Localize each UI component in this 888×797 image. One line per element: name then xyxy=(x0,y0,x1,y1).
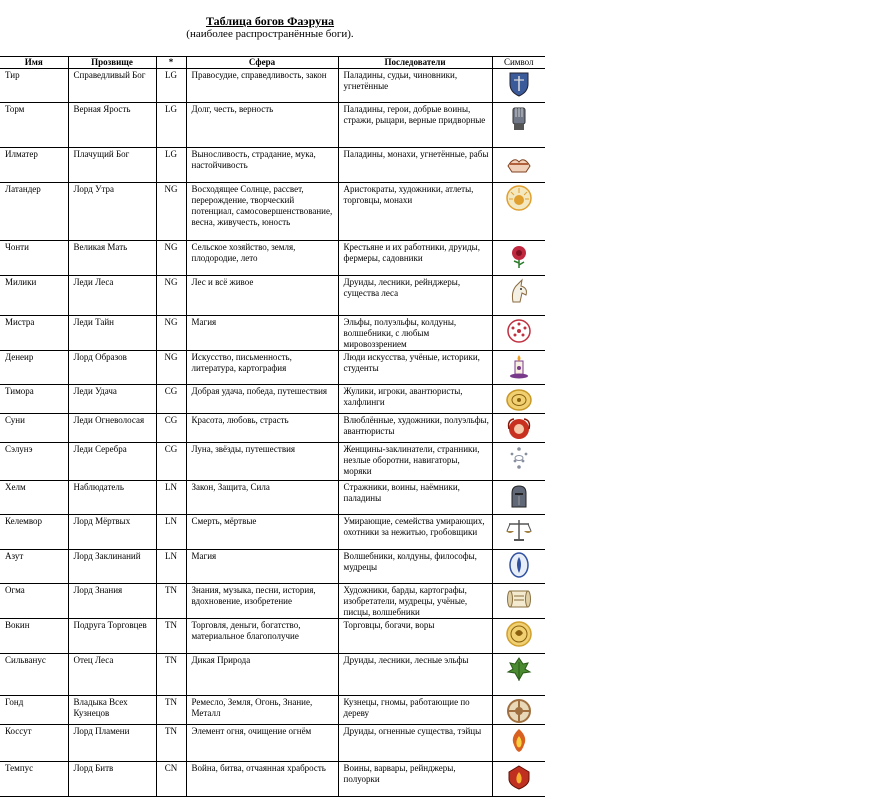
god-epithet-cell: Лорд Битв xyxy=(68,762,156,797)
god-name-cell: Торм xyxy=(0,103,68,148)
table-row xyxy=(0,183,545,241)
god-name-cell: Хелм xyxy=(0,481,68,515)
god-name-cell: Латандер xyxy=(0,183,68,241)
god-name-cell: Вокин xyxy=(0,619,68,654)
god-epithet-cell: Подруга Торговцев xyxy=(68,619,156,654)
chauntea-rose-icon xyxy=(493,243,546,269)
column-header-sphere: Сфера xyxy=(186,57,338,69)
god-followers-cell: Жулики, игроки, авантюристы, халфлинги xyxy=(338,385,492,414)
god-alignment-cell: LN xyxy=(156,515,186,550)
god-sphere-cell: Война, битва, отчаянная храбрость xyxy=(186,762,338,797)
god-followers-cell: Люди искусства, учёные, историки, студенты xyxy=(338,351,492,385)
waukeen-coin-icon xyxy=(493,621,546,647)
god-sphere-cell: Элемент огня, очищение огнём xyxy=(186,725,338,762)
god-name-cell: Сэлунэ xyxy=(0,443,68,481)
god-followers-cell: Паладины, монахи, угнетённые, рабы xyxy=(338,148,492,183)
god-alignment-cell: TN xyxy=(156,654,186,696)
column-header-followers: Последователи xyxy=(338,57,492,69)
god-epithet-cell: Леди Леса xyxy=(68,276,156,316)
god-symbol-cell xyxy=(492,103,545,148)
god-name-cell: Суни xyxy=(0,414,68,443)
god-epithet-cell: Лорд Мёртвых xyxy=(68,515,156,550)
table-row xyxy=(0,443,545,481)
god-epithet-cell: Лорд Знания xyxy=(68,584,156,619)
selune-eyes-icon xyxy=(493,445,546,471)
god-epithet-cell: Плачущий Бог xyxy=(68,148,156,183)
god-followers-cell: Паладины, судьи, чиновники, угнетённые xyxy=(338,69,492,103)
table-row xyxy=(0,725,545,762)
god-followers-cell: Друиды, лесники, рейнджеры, существа леса xyxy=(338,276,492,316)
table-row xyxy=(0,696,545,725)
god-followers-cell: Кузнецы, гномы, работающие по дереву xyxy=(338,696,492,725)
god-sphere-cell: Закон, Защита, Сила xyxy=(186,481,338,515)
god-symbol-cell xyxy=(492,654,545,696)
god-alignment-cell: TN xyxy=(156,619,186,654)
helm-helmet-icon xyxy=(493,483,546,509)
god-followers-cell: Волшебники, колдуны, философы, мудрецы xyxy=(338,550,492,584)
god-symbol-cell xyxy=(492,316,545,351)
god-sphere-cell: Добрая удача, победа, путешествия xyxy=(186,385,338,414)
god-name-cell: Темпус xyxy=(0,762,68,797)
table-row xyxy=(0,481,545,515)
god-sphere-cell: Торговля, деньги, богатство, материальное благополучие xyxy=(186,619,338,654)
god-epithet-cell: Лорд Образов xyxy=(68,351,156,385)
god-epithet-cell: Леди Серебра xyxy=(68,443,156,481)
god-sphere-cell: Правосудие, справедливость, закон xyxy=(186,69,338,103)
god-name-cell: Тир xyxy=(0,69,68,103)
table-row xyxy=(0,351,545,385)
god-alignment-cell: LG xyxy=(156,69,186,103)
table-row xyxy=(0,550,545,584)
god-sphere-cell: Смерть, мёртвые xyxy=(186,515,338,550)
deneir-candle-icon xyxy=(493,353,546,379)
god-alignment-cell: NG xyxy=(156,316,186,351)
god-sphere-cell: Дикая Природа xyxy=(186,654,338,696)
silvanus-leaf-icon xyxy=(493,656,546,682)
god-name-cell: Сильванус xyxy=(0,654,68,696)
god-sphere-cell: Восходящее Солнце, рассвет, перерождение, творческий потенциал, самосовершенствование, весна, живучесть, юность xyxy=(186,183,338,241)
god-alignment-cell: TN xyxy=(156,696,186,725)
god-symbol-cell xyxy=(492,619,545,654)
god-sphere-cell: Ремесло, Земля, Огонь, Знание, Металл xyxy=(186,696,338,725)
god-epithet-cell: Лорд Пламени xyxy=(68,725,156,762)
mielikki-unicorn-icon xyxy=(493,278,546,304)
table-row xyxy=(0,316,545,351)
table-header-row xyxy=(0,57,545,69)
god-followers-cell: Влюблённые, художники, полуэльфы, авантюристы xyxy=(338,414,492,443)
god-symbol-cell xyxy=(492,550,545,584)
god-followers-cell: Художники, барды, картографы, изобретатели, мудрецы, учёные, писцы, волшебники xyxy=(338,584,492,619)
table-row xyxy=(0,276,545,316)
gond-cog-icon xyxy=(493,698,546,724)
lathander-sunrise-icon xyxy=(493,185,546,211)
gods-table xyxy=(0,56,545,797)
god-name-cell: Чонти xyxy=(0,241,68,276)
table-row xyxy=(0,619,545,654)
god-alignment-cell: NG xyxy=(156,183,186,241)
table-row xyxy=(0,654,545,696)
god-symbol-cell xyxy=(492,183,545,241)
column-header-symbol: Символ xyxy=(492,57,545,69)
god-followers-cell: Эльфы, полуэльфы, колдуны, волшебники, с любым мировоззрением xyxy=(338,316,492,351)
god-followers-cell: Друиды, огненные существа, тэйцы xyxy=(338,725,492,762)
god-name-cell: Мистра xyxy=(0,316,68,351)
table-row xyxy=(0,515,545,550)
god-symbol-cell xyxy=(492,385,545,414)
god-epithet-cell: Наблюдатель xyxy=(68,481,156,515)
god-sphere-cell: Долг, честь, верность xyxy=(186,103,338,148)
god-name-cell: Милики xyxy=(0,276,68,316)
god-sphere-cell: Сельское хозяйство, земля, плодородие, лето xyxy=(186,241,338,276)
column-header-epithet: Прозвище xyxy=(68,57,156,69)
god-name-cell: Денеир xyxy=(0,351,68,385)
god-sphere-cell: Луна, звёзды, путешествия xyxy=(186,443,338,481)
god-symbol-cell xyxy=(492,351,545,385)
god-name-cell: Коссут xyxy=(0,725,68,762)
oghma-scroll-icon xyxy=(493,586,546,612)
god-alignment-cell: LG xyxy=(156,148,186,183)
god-epithet-cell: Верная Ярость xyxy=(68,103,156,148)
torm-gauntlet-icon xyxy=(493,105,546,131)
god-followers-cell: Торговцы, богачи, воры xyxy=(338,619,492,654)
table-row xyxy=(0,148,545,183)
god-symbol-cell xyxy=(492,276,545,316)
god-symbol-cell xyxy=(492,148,545,183)
god-alignment-cell: CG xyxy=(156,385,186,414)
god-name-cell: Келемвор xyxy=(0,515,68,550)
god-sphere-cell: Магия xyxy=(186,550,338,584)
god-followers-cell: Крестьяне и их работники, друиды, фермеры, садовники xyxy=(338,241,492,276)
kelemvor-scales-icon xyxy=(493,517,546,543)
god-name-cell: Илматер xyxy=(0,148,68,183)
god-sphere-cell: Знания, музыка, песни, история, вдохновение, изобретение xyxy=(186,584,338,619)
table-row xyxy=(0,762,545,797)
god-symbol-cell xyxy=(492,584,545,619)
god-symbol-cell xyxy=(492,515,545,550)
god-alignment-cell: NG xyxy=(156,351,186,385)
table-row xyxy=(0,584,545,619)
kossuth-flame-icon xyxy=(493,727,546,753)
god-epithet-cell: Справедливый Бог xyxy=(68,69,156,103)
god-name-cell: Огма xyxy=(0,584,68,619)
god-name-cell: Азут xyxy=(0,550,68,584)
god-followers-cell: Паладины, герои, добрые воины, стражи, рыцари, верные придворные xyxy=(338,103,492,148)
tymora-coin-icon xyxy=(493,387,546,413)
god-symbol-cell xyxy=(492,762,545,797)
tempus-flame-shield-icon xyxy=(493,764,546,790)
god-followers-cell: Женщины-заклинатели, странники, незлые оборотни, навигаторы, моряки xyxy=(338,443,492,481)
god-sphere-cell: Красота, любовь, страсть xyxy=(186,414,338,443)
god-symbol-cell xyxy=(492,481,545,515)
god-symbol-cell xyxy=(492,443,545,481)
god-alignment-cell: NG xyxy=(156,241,186,276)
god-symbol-cell xyxy=(492,241,545,276)
god-epithet-cell: Лорд Утра xyxy=(68,183,156,241)
mystra-stars-icon xyxy=(493,318,546,344)
table-row xyxy=(0,241,545,276)
god-alignment-cell: CG xyxy=(156,414,186,443)
god-followers-cell: Стражники, воины, наёмники, паладины xyxy=(338,481,492,515)
table-row xyxy=(0,69,545,103)
god-sphere-cell: Лес и всё живое xyxy=(186,276,338,316)
god-alignment-cell: TN xyxy=(156,725,186,762)
god-epithet-cell: Леди Удача xyxy=(68,385,156,414)
god-epithet-cell: Лорд Заклинаний xyxy=(68,550,156,584)
god-alignment-cell: CN xyxy=(156,762,186,797)
document-subtitle: (наиболее распространённые боги). xyxy=(186,28,354,40)
god-epithet-cell: Великая Мать xyxy=(68,241,156,276)
god-followers-cell: Умирающие, семейства умирающих, охотники за нежитью, гробовщики xyxy=(338,515,492,550)
column-header-alignment: * xyxy=(156,57,186,69)
god-sphere-cell: Искусство, письменность, литература, картография xyxy=(186,351,338,385)
document-title: Таблица богов Фаэруна xyxy=(205,14,335,28)
table-row xyxy=(0,103,545,148)
table-row xyxy=(0,385,545,414)
god-alignment-cell: LN xyxy=(156,481,186,515)
god-symbol-cell xyxy=(492,69,545,103)
god-epithet-cell: Владыка Всех Кузнецов xyxy=(68,696,156,725)
god-followers-cell: Воины, варвары, рейнджеры, полуорки xyxy=(338,762,492,797)
table-row xyxy=(0,414,545,443)
sune-face-icon xyxy=(493,416,546,442)
god-alignment-cell: CG xyxy=(156,443,186,481)
god-name-cell: Гонд xyxy=(0,696,68,725)
god-symbol-cell xyxy=(492,414,545,443)
god-alignment-cell: TN xyxy=(156,584,186,619)
azuth-hand-icon xyxy=(493,552,546,578)
god-followers-cell: Друиды, лесники, лесные эльфы xyxy=(338,654,492,696)
god-name-cell: Тимора xyxy=(0,385,68,414)
god-epithet-cell: Отец Леса xyxy=(68,654,156,696)
god-sphere-cell: Выносливость, страдание, мука, настойчивость xyxy=(186,148,338,183)
god-alignment-cell: NG xyxy=(156,276,186,316)
tyr-shield-icon xyxy=(493,71,546,97)
god-epithet-cell: Леди Огневолосая xyxy=(68,414,156,443)
god-alignment-cell: LN xyxy=(156,550,186,584)
god-alignment-cell: LG xyxy=(156,103,186,148)
god-sphere-cell: Магия xyxy=(186,316,338,351)
god-followers-cell: Аристократы, художники, атлеты, торговцы, монахи xyxy=(338,183,492,241)
column-header-name: Имя xyxy=(0,57,68,69)
ilmater-bound-hands-icon xyxy=(493,150,546,176)
god-epithet-cell: Леди Тайн xyxy=(68,316,156,351)
god-symbol-cell xyxy=(492,725,545,762)
god-symbol-cell xyxy=(492,696,545,725)
